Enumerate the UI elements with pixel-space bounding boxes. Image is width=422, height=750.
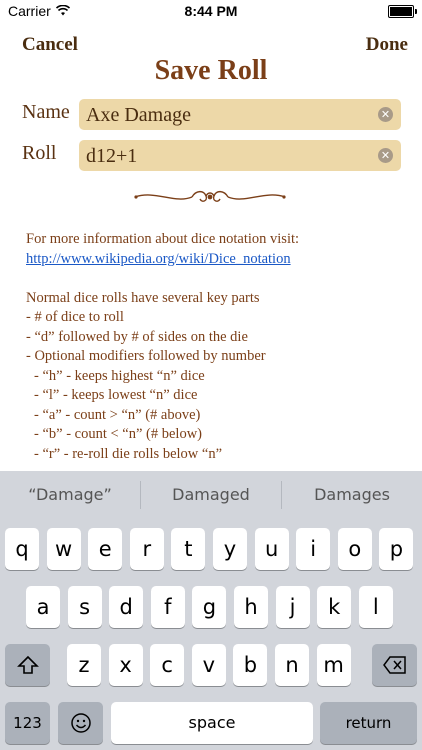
key-m[interactable]: m: [317, 644, 351, 686]
shift-icon: [17, 655, 39, 675]
roll-field-value: d12+1: [86, 145, 138, 167]
key-e[interactable]: e: [88, 528, 122, 570]
key-f[interactable]: f: [151, 586, 185, 628]
roll-label: Roll: [22, 142, 57, 164]
roll-field[interactable]: [79, 140, 401, 171]
return-key[interactable]: return: [320, 702, 417, 744]
suggestion-damages[interactable]: Damages: [314, 485, 390, 504]
key-r[interactable]: r: [130, 528, 164, 570]
key-o[interactable]: o: [338, 528, 372, 570]
page-title: Save Roll: [154, 55, 268, 86]
key-s[interactable]: s: [68, 586, 102, 628]
key-b[interactable]: b: [233, 644, 267, 686]
key-n[interactable]: n: [275, 644, 309, 686]
dice-notation-help: [26, 230, 406, 464]
key-c[interactable]: c: [150, 644, 184, 686]
wikipedia-link[interactable]: http://www.wikipedia.org/wiki/Dice_notation: [26, 250, 291, 267]
battery-icon: [388, 5, 414, 18]
key-i[interactable]: i: [296, 528, 330, 570]
help-line: - “l” - keeps lowest “n” dice: [34, 387, 198, 403]
key-q[interactable]: q: [5, 528, 39, 570]
help-line: - “a” - count > “n” (# above): [34, 406, 201, 423]
key-u[interactable]: u: [255, 528, 289, 570]
key-z[interactable]: z: [67, 644, 101, 686]
key-j[interactable]: j: [276, 586, 310, 628]
help-line: - # of dice to roll: [26, 309, 124, 325]
help-line: - Optional modifiers followed by number: [26, 348, 266, 364]
suggestion-quoted[interactable]: “Damage”: [28, 485, 112, 504]
clear-name-icon[interactable]: ✕: [378, 107, 393, 122]
key-d[interactable]: d: [109, 586, 143, 628]
help-line: - “d” followed by # of sides on the die: [26, 328, 248, 345]
help-line: - “h” - keeps highest “n” dice: [34, 367, 205, 384]
cancel-button[interactable]: Cancel: [22, 34, 78, 55]
done-button[interactable]: Done: [365, 34, 408, 55]
emoji-key[interactable]: [58, 702, 103, 744]
key-y[interactable]: y: [213, 528, 247, 570]
name-field-value: Axe Damage: [86, 104, 191, 126]
key-p[interactable]: p: [379, 528, 413, 570]
key-t[interactable]: t: [171, 528, 205, 570]
carrier-label: Carrier: [8, 3, 51, 19]
suggestion-bar: [0, 471, 422, 519]
emoji-icon: [70, 712, 92, 734]
backspace-icon: [383, 656, 407, 674]
status-time: 8:44 PM: [184, 3, 238, 19]
key-l[interactable]: l: [359, 586, 393, 628]
space-key[interactable]: space: [111, 702, 313, 744]
help-line: - “r” - re-roll die rolls below “n”: [34, 445, 223, 462]
shift-key[interactable]: [5, 644, 50, 686]
help-spacer: [26, 269, 406, 289]
numbers-key[interactable]: 123: [5, 702, 50, 744]
flourish-divider-icon: [130, 186, 290, 208]
name-field[interactable]: [79, 99, 401, 130]
keyboard: [0, 471, 422, 750]
help-intro: For more information about dice notation visit:: [26, 231, 300, 247]
help-line: - “b” - count < “n” (# below): [34, 426, 203, 442]
status-bar: [0, 0, 422, 22]
clear-roll-icon[interactable]: ✕: [378, 148, 393, 163]
key-v[interactable]: v: [192, 644, 226, 686]
key-k[interactable]: k: [317, 586, 351, 628]
key-h[interactable]: h: [234, 586, 268, 628]
key-a[interactable]: a: [26, 586, 60, 628]
name-label: Name: [22, 101, 70, 123]
help-line: Normal dice rolls have several key parts: [26, 289, 260, 306]
suggestion-damaged[interactable]: Damaged: [172, 485, 250, 504]
key-g[interactable]: g: [192, 586, 226, 628]
backspace-key[interactable]: [372, 644, 417, 686]
key-x[interactable]: x: [109, 644, 143, 686]
key-w[interactable]: w: [47, 528, 81, 570]
